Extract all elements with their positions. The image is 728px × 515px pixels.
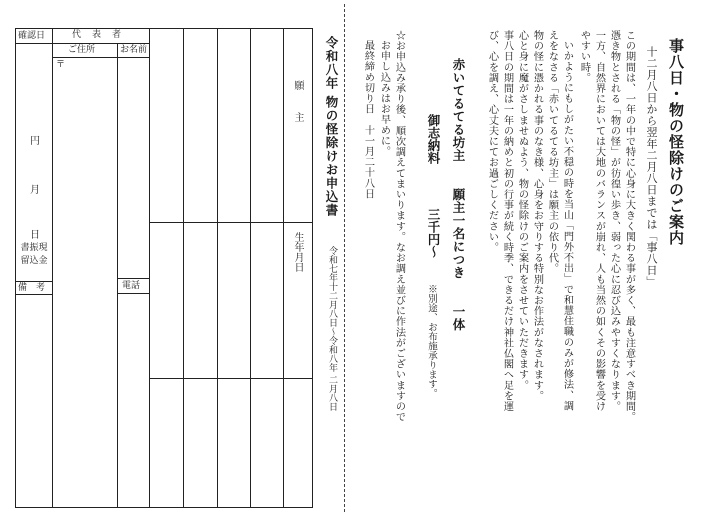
notice-line-3: 最終締め切り日 十一月二十八日 (362, 40, 374, 199)
guide-line-8: 心と身に魔がさしませぬよう、物の怪除けのご案内をさせていただきます。 (516, 30, 528, 391)
offering-name: 赤いてるてる坊主 願主一名につき 一体 (451, 58, 466, 331)
yen-label: 円 (30, 136, 40, 147)
notice-line-2: お申し込みはお早めに。 (378, 40, 390, 157)
offering-note: ※別途、お布施承ります。 (426, 284, 437, 398)
month-label: 月 (30, 185, 40, 196)
offering-fee-label: 御志納料 (426, 114, 441, 164)
guide-line-10: び、心を調え、心丈夫にてお過ごしください。 (486, 30, 498, 253)
day-label: 日 (30, 230, 40, 241)
application-period: 令和七年十二月八日〜令和八年 二月八日 (327, 246, 337, 411)
guide-line-4: やすい時。 (578, 30, 590, 83)
guide-line-7: 物の怪に憑かれる事のなき様、心身をお守りする特別なお作法がなされます。 (531, 30, 543, 401)
guide-line-2: 憑き物とされる「物の怪」が彷徨い歩き、弱った心に忍び込みやすくなります。 (608, 30, 620, 412)
guide-line-1: この期間は、一年の中で特に心身に大きく関わる事が多く、最も注意すべき期間。 (623, 30, 635, 423)
guide-line-5: いかようにもしがたい不穏の時を当山「門外不出」で和慧住職のみが修法、調 (561, 40, 573, 411)
notice-line-1: ☆お申込み承り後、順次調えてまいります。なお調え並びに作法がございますので (393, 30, 405, 423)
name-label: お名前 (120, 45, 148, 55)
guide-subtitle: 十二月八日から翌年二月八日までは「事八日」 (645, 46, 658, 288)
birthday-label: 生年月日 (292, 232, 303, 272)
confirm-date-label: 確認日 (18, 31, 46, 41)
payment-method-label: 書振現 留込金 (20, 243, 48, 266)
representative-label: 代 表 者 (72, 30, 123, 40)
guide-line-3: 一方、自然界においては大地のバランスが崩れ、人も当然の如くその影響を受け (593, 30, 605, 412)
application-title: 令和八年 物の怪除けお申込書 (324, 36, 339, 217)
offering-fee: 三千円〜 (426, 208, 441, 258)
guide-title: 事八日・物の怪除けのご案内 (667, 38, 685, 246)
guide-line-6: えをなさる「赤いてるてる坊主」は願主の依り代。 (546, 30, 558, 274)
applicant-label: 願 主 (292, 80, 303, 128)
cut-line (344, 4, 345, 512)
remarks-label: 備 考 (18, 283, 46, 293)
postal-mark: 〒 (56, 60, 66, 70)
guide-line-9: 事八日の期間は一年の納めと初の行事が続く時季、できるだけ神社仏閣へ足を運 (501, 30, 513, 412)
address-label: ご住所 (68, 45, 96, 55)
phone-label: 電話 (122, 281, 141, 291)
